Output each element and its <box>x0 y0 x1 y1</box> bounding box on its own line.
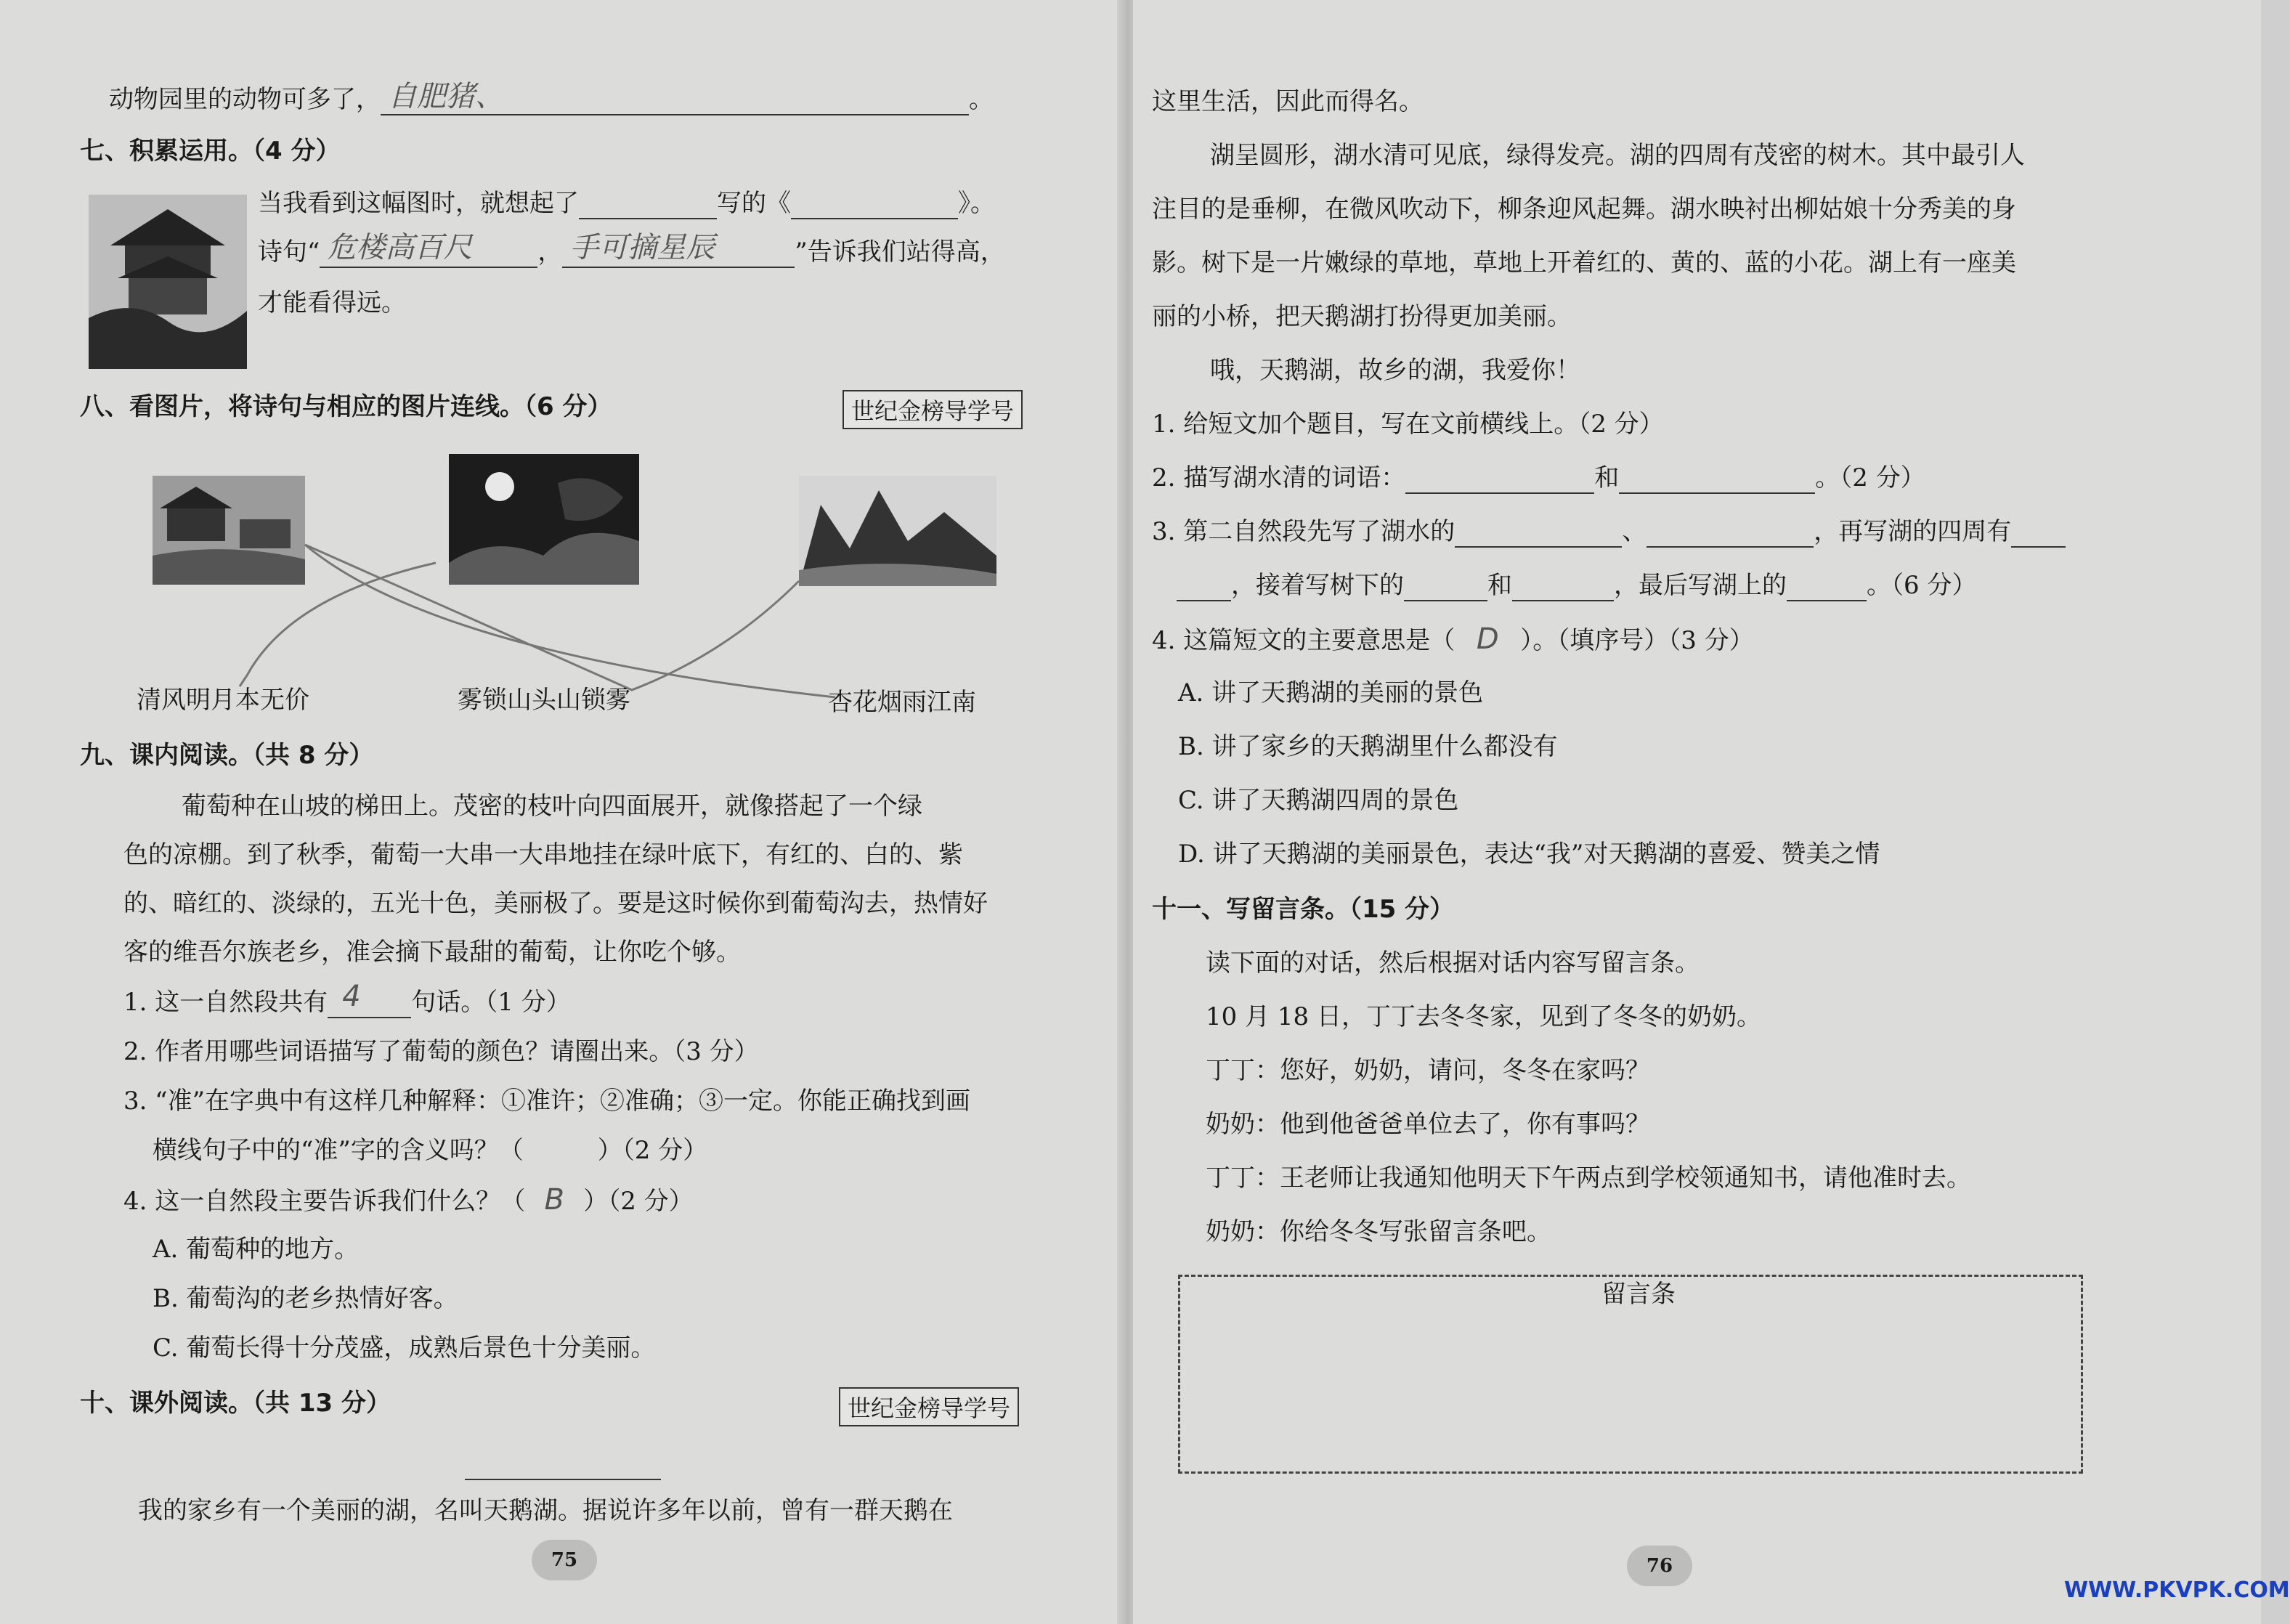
q9-3-line1: 3. “准”在字典中有这样几种解释：①准许；②准确；③一定。你能正确找到画 <box>123 1087 971 1116</box>
poem-2: 雾锁山头山锁雾 <box>458 686 630 715</box>
passage10-line4: 注目的是垂柳，在微风吹动下，柳条迎风起舞。湖水映衬出柳姑娘十分秀美的身 <box>1152 195 2016 224</box>
q10-4-handwritten: D <box>1476 622 1499 656</box>
q9-1-blank: 4 <box>328 991 411 1018</box>
q9-4-option-a: A. 葡萄种的地方。 <box>153 1235 360 1264</box>
section-7-title: 七、积累运用。（4 分） <box>80 137 341 166</box>
q9-4: 4. 这一自然段主要告诉我们什么？（ B ）（2 分） <box>123 1183 694 1217</box>
passage9-line2: 色的凉棚。到了秋季，葡萄一大串一大串地挂在绿叶底下，有红的、白的、紫 <box>123 840 963 869</box>
s11-line3: 丁丁：您好，奶奶，请问，冬冬在家吗？ <box>1206 1056 1650 1085</box>
title-blank <box>465 1453 661 1480</box>
passage10-line5: 影。树下是一片嫩绿的草地，草地上开着红的、黄的、蓝的小花。湖上有一座美 <box>1152 248 2016 277</box>
s11-line4: 奶奶：他到他爸爸单位去了，你有事吗？ <box>1206 1110 1650 1139</box>
q10-4-option-d: D. 讲了天鹅湖的美丽景色，表达“我”对天鹅湖的喜爱、赞美之情 <box>1178 840 1880 869</box>
q10-4: 4. 这篇短文的主要意思是（ D ）。（填序号）（3 分） <box>1152 622 1754 656</box>
q9-2: 2. 作者用哪些词语描写了葡萄的颜色？请圈出来。（3 分） <box>123 1037 759 1066</box>
page-right <box>1133 0 2290 1624</box>
section-8-title: 八、看图片，将诗句与相应的图片连线。（6 分） <box>80 392 612 421</box>
verse1-blank: 危楼高百尺 <box>320 240 537 268</box>
page-number-right: 76 <box>1627 1546 1692 1586</box>
q10-4-option-b: B. 讲了家乡的天鹅湖里什么都没有 <box>1178 732 1558 761</box>
poem-3: 杏花烟雨江南 <box>828 688 976 717</box>
watermark: WWW.PKVPK.COM <box>2064 1578 2290 1603</box>
zoo-line: 动物园里的动物可多了， 自肥猪、 。 <box>109 80 994 114</box>
passage10-line1: 我的家乡有一个美丽的湖，名叫天鹅湖。据说许多年以前，曾有一群天鹅在 <box>138 1496 953 1525</box>
page-number-left: 75 <box>532 1540 597 1580</box>
passage10-line6: 丽的小桥，把天鹅湖打扮得更加美丽。 <box>1152 302 1572 331</box>
s11-line6: 奶奶：你给冬冬写张留言条吧。 <box>1206 1217 1551 1246</box>
note-writing-box[interactable] <box>1178 1275 2083 1474</box>
q10-4-option-c: C. 讲了天鹅湖四周的景色 <box>1178 786 1459 815</box>
verse2-blank: 手可摘星辰 <box>562 240 795 268</box>
q10-2: 2. 描写湖水清的词语： 和 。（2 分） <box>1152 463 1925 492</box>
sec7-line1: 当我看到这幅图时，就想起了 写的《 》。 <box>258 189 995 218</box>
brand-box-2: 世纪金榜导学号 <box>839 1387 1019 1426</box>
q9-4-handwritten: B <box>544 1183 564 1217</box>
section-11-title: 十一、写留言条。（15 分） <box>1152 895 1455 924</box>
passage10-line2: 这里生活，因此而得名。 <box>1152 87 1424 116</box>
zoo-handwritten: 自肥猪、 <box>388 80 504 113</box>
section-10-title: 十、课外阅读。（共 13 分） <box>80 1389 391 1418</box>
s11-line1: 读下面的对话，然后根据对话内容写留言条。 <box>1206 949 1700 978</box>
passage9-line1: 葡萄种在山坡的梯田上。茂密的枝叶向四面展开，就像搭起了一个绿 <box>182 792 922 821</box>
section-9-title: 九、课内阅读。（共 8 分） <box>80 741 374 770</box>
sec7-line2: 诗句“ 危楼高百尺 ， 手可摘星辰 ”告诉我们站得高， <box>258 231 1005 267</box>
poem-1: 清风明月本无价 <box>137 686 309 715</box>
q10-1: 1. 给短文加个题目，写在文前横线上。（2 分） <box>1152 410 1664 439</box>
matching-lines <box>0 0 1122 734</box>
sec7-line3: 才能看得远。 <box>258 288 406 317</box>
passage10-line3: 湖呈圆形，湖水清可见底，绿得发亮。湖的四周有茂密的树木。其中最引人 <box>1210 141 2025 170</box>
q9-3-line2: 横线句子中的“准”字的含义吗？（ ）（2 分） <box>153 1136 708 1165</box>
page-left <box>0 0 1122 1624</box>
q10-3-line2: ，接着写树下的 和 ，最后写湖上的 。（6 分） <box>1177 569 1976 601</box>
passage10-line7: 哦，天鹅湖，故乡的湖，我爱你！ <box>1210 356 1580 385</box>
brand-box-1: 世纪金榜导学号 <box>842 390 1023 429</box>
q10-4-option-a: A. 讲了天鹅湖的美丽的景色 <box>1178 678 1484 707</box>
passage9-line4: 客的维吾尔族老乡，准会摘下最甜的葡萄，让你吃个够。 <box>123 938 741 967</box>
passage9-line3: 的、暗红的、淡绿的，五光十色，美丽极了。要是这时候你到葡萄沟去，热情好 <box>123 889 988 918</box>
note-title: 留言条 <box>1601 1280 1676 1309</box>
s11-line2: 10 月 18 日，丁丁去冬冬家，见到了冬冬的奶奶。 <box>1206 1002 1761 1031</box>
q9-4-option-c: C. 葡萄长得十分茂盛，成熟后景色十分美丽。 <box>153 1333 656 1363</box>
q9-1: 1. 这一自然段共有 4 句话。（1 分） <box>123 980 571 1017</box>
s11-line5: 丁丁：王老师让我通知他明天下午两点到学校领通知书，请他准时去。 <box>1206 1164 1971 1193</box>
q10-3-line1: 3. 第二自然段先写了湖水的 、 ，再写湖的四周有 <box>1152 516 2066 548</box>
q9-4-option-b: B. 葡萄沟的老乡热情好客。 <box>153 1284 458 1313</box>
